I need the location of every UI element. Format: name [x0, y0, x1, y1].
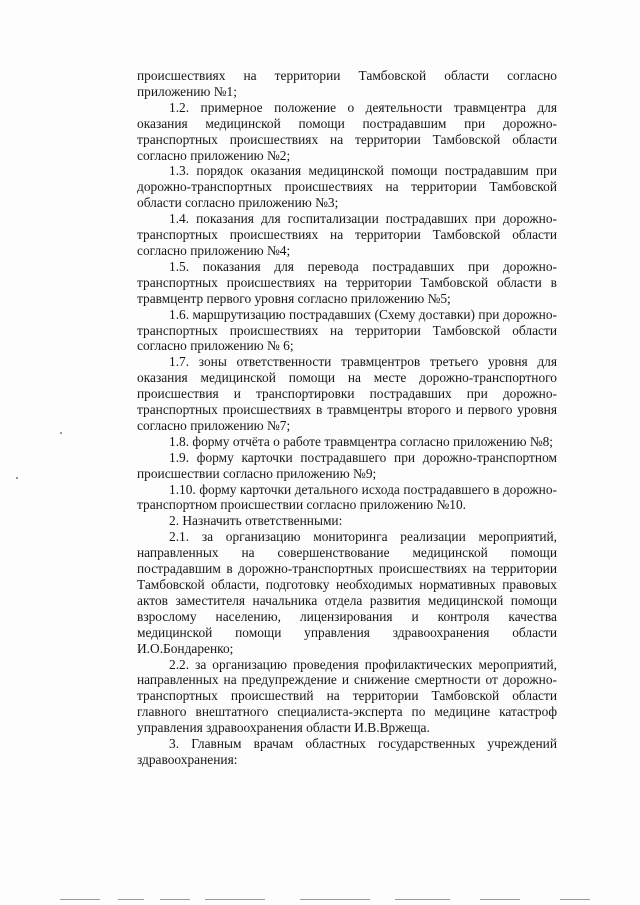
paragraph-1-5: 1.5. показания для перевода пострадавших при дорожно-транспортных происшествиях на территории Тамбовской области в травмцентр первого уровня согласно приложению №5;: [137, 258, 557, 306]
paragraph-1-6: 1.6. маршрутизацию пострадавших (Схему доставки) при дорожно-транспортных происшествиях на территории Тамбовской области согласно приложению № 6;: [137, 306, 557, 354]
paragraph-2-1: 2.1. за организацию мониторинга реализации мероприятий, направленных на совершенствование медицинской помощи пострадавшим в дорожно-транспортных происшествиях на территории Тамбовской области, подготовку необходимых нормативных правовых актов заместителя начальника отдела развития медицинской помощи взрослому населению, лицензирования и контроля качества медицинской помощи управления здравоохранения области И.О.Бондаренко;: [137, 529, 557, 656]
document-body: [137, 68, 557, 768]
paragraph-1-7: 1.7. зоны ответственности травмцентров третьего уровня для оказания медицинской помощи на месте дорожно-транспортного происшествия и транспортировки пострадавших при дорожно-транспортных происшествиях в травмцентры второго и первого уровня согласно приложению №7;: [137, 354, 557, 433]
paragraph-1-3: 1.3. порядок оказания медицинской помощи пострадавшим при дорожно-транспортных происшествиях на территории Тамбовской области согласно приложению №3;: [137, 163, 557, 211]
scan-speck: [16, 477, 18, 479]
scan-bottom-edge: [0, 893, 640, 905]
paragraph-continuation: происшествиях на территории Тамбовской области согласно приложению №1;: [137, 68, 557, 99]
paragraph-1-4: 1.4. показания для госпитализации пострадавших при дорожно-транспортных происшествиях на территории Тамбовской области согласно приложению №4;: [137, 211, 557, 258]
paragraph-1-2: 1.2. примерное положение о деятельности травмцентра для оказания медицинской помощи пострадавшим при дорожно-транспортных происшествиях на территории Тамбовской области согласно приложению №2;: [137, 99, 557, 163]
paragraph-1-10: 1.10. форму карточки детального исхода пострадавшего в дорожно-транспортном происшествии согласно приложению №10.: [137, 481, 557, 513]
paragraph-1-9: 1.9. форму карточки пострадавшего при дорожно-транспортном происшествии согласно приложению №9;: [137, 449, 557, 481]
paragraph-1-8: 1.8. форму отчёта о работе травмцентра согласно приложению №8;: [169, 433, 554, 449]
paragraph-2: 2. Назначить ответственными:: [169, 513, 343, 529]
scan-speck: [60, 432, 62, 434]
paragraph-2-2: 2.2. за организацию проведения профилактических мероприятий, направленных на предупреждение и снижение смертности от дорожно-транспортных происшествий на территории Тамбовской области главного внештатного специалиста-эксперта по медицине катастроф управления здравоохранения области И.В.Вржеща.: [137, 656, 557, 736]
paragraph-3: 3. Главным врачам областных государственных учреждений здравоохранения:: [137, 736, 557, 767]
